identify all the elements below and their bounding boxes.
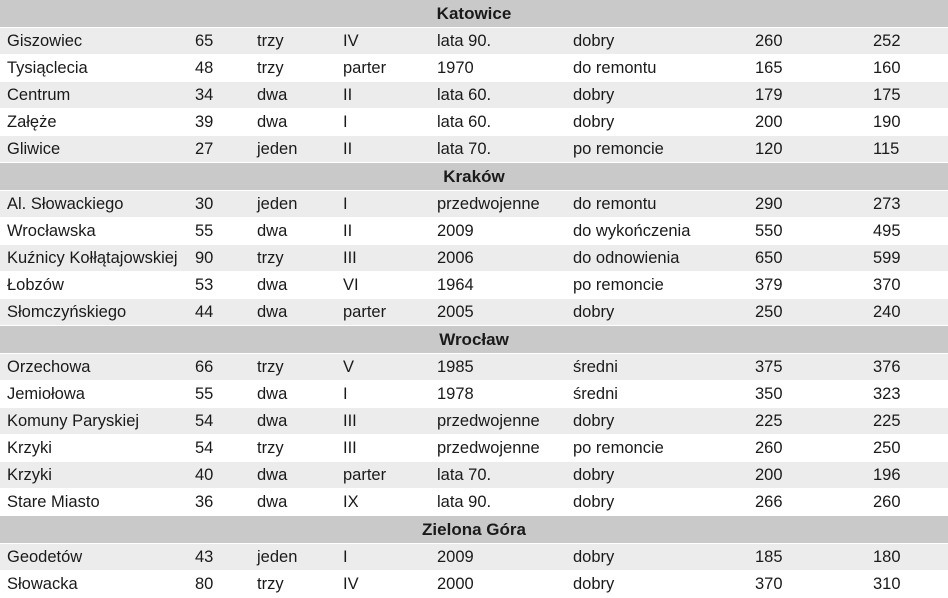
price-cell-2: 175 [873, 86, 901, 104]
price-cell-2: 180 [873, 548, 901, 566]
area-cell: 39 [195, 113, 214, 131]
price-cell: 225 [755, 412, 783, 430]
table-row [0, 245, 948, 272]
condition-cell: dobry [573, 113, 615, 131]
location-cell: Centrum [7, 86, 71, 104]
year-cell: lata 90. [437, 32, 492, 50]
price-cell: 120 [755, 140, 783, 158]
year-cell: lata 60. [437, 113, 492, 131]
year-cell: 1964 [437, 276, 474, 294]
floor-cell: parter [343, 59, 387, 77]
price-cell-2: 599 [873, 249, 901, 267]
price-cell: 370 [755, 575, 783, 593]
condition-cell: dobry [573, 412, 615, 430]
price-cell-2: 115 [873, 140, 900, 158]
section-header-city: Katowice [0, 0, 948, 28]
price-cell: 290 [755, 195, 783, 213]
condition-cell: do wykończenia [573, 222, 691, 240]
condition-cell: do remontu [573, 59, 657, 77]
table-row [0, 109, 948, 136]
area-cell: 53 [195, 276, 214, 294]
table-row [0, 55, 948, 82]
year-cell: 1985 [437, 358, 474, 376]
year-cell: 2009 [437, 548, 474, 566]
floor-cell: IV [343, 575, 359, 593]
location-cell: Jemiołowa [7, 385, 85, 403]
rooms-cell: dwa [257, 86, 288, 104]
price-cell-2: 240 [873, 303, 901, 321]
floor-cell: I [343, 548, 348, 566]
floor-cell: IV [343, 32, 359, 50]
area-cell: 66 [195, 358, 214, 376]
table-row [0, 489, 948, 516]
price-cell: 185 [755, 548, 783, 566]
price-cell-2: 273 [873, 195, 901, 213]
price-cell-2: 370 [873, 276, 901, 294]
price-cell-2: 250 [873, 439, 901, 457]
condition-cell: dobry [573, 32, 615, 50]
table-row [0, 272, 948, 299]
price-cell: 250 [755, 303, 783, 321]
location-cell: Tysiąclecia [7, 59, 88, 77]
floor-cell: parter [343, 303, 387, 321]
condition-cell: dobry [573, 493, 615, 511]
floor-cell: VI [343, 276, 359, 294]
table-row [0, 136, 948, 163]
table-row [0, 435, 948, 462]
floor-cell: I [343, 113, 348, 131]
table-row [0, 28, 948, 55]
year-cell: przedwojenne [437, 195, 540, 213]
price-cell: 350 [755, 385, 783, 403]
year-cell: 2000 [437, 575, 474, 593]
table-row [0, 82, 948, 109]
year-cell: 2009 [437, 222, 474, 240]
floor-cell: parter [343, 466, 387, 484]
area-cell: 40 [195, 466, 214, 484]
rooms-cell: trzy [257, 575, 284, 593]
rooms-cell: dwa [257, 493, 288, 511]
section-header-city: Kraków [0, 163, 948, 191]
table-row [0, 571, 948, 598]
floor-cell: IX [343, 493, 359, 511]
table-row [0, 544, 948, 571]
year-cell: lata 70. [437, 140, 492, 158]
floor-cell: II [343, 222, 353, 240]
condition-cell: dobry [573, 303, 615, 321]
section-header-city: Zielona Góra [0, 516, 948, 544]
area-cell: 80 [195, 575, 214, 593]
area-cell: 44 [195, 303, 214, 321]
price-cell: 200 [755, 113, 783, 131]
rooms-cell: jeden [257, 140, 298, 158]
rooms-cell: dwa [257, 466, 288, 484]
year-cell: przedwojenne [437, 439, 540, 457]
condition-cell: dobry [573, 575, 615, 593]
location-cell: Giszowiec [7, 32, 83, 50]
rooms-cell: dwa [257, 385, 288, 403]
location-cell: Komuny Paryskiej [7, 412, 140, 430]
price-cell: 179 [755, 86, 783, 104]
price-cell-2: 252 [873, 32, 901, 50]
condition-cell: po remoncie [573, 439, 664, 457]
location-cell: Krzyki [7, 466, 52, 484]
rooms-cell: dwa [257, 412, 288, 430]
area-cell: 30 [195, 195, 214, 213]
rooms-cell: trzy [257, 249, 284, 267]
price-cell: 375 [755, 358, 783, 376]
condition-cell: po remoncie [573, 276, 664, 294]
condition-cell: dobry [573, 466, 615, 484]
location-cell: Gliwice [7, 140, 61, 158]
area-cell: 90 [195, 249, 214, 267]
location-cell: Słomczyńskiego [7, 303, 127, 321]
price-cell: 200 [755, 466, 783, 484]
price-cell: 650 [755, 249, 783, 267]
price-cell-2: 196 [873, 466, 901, 484]
price-cell-2: 260 [873, 493, 901, 511]
year-cell: lata 90. [437, 493, 492, 511]
price-cell-2: 323 [873, 385, 901, 403]
rooms-cell: dwa [257, 222, 288, 240]
location-cell: Załęże [7, 113, 57, 131]
year-cell: lata 60. [437, 86, 492, 104]
price-cell: 550 [755, 222, 783, 240]
table-row [0, 408, 948, 435]
price-cell-2: 225 [873, 412, 901, 430]
price-cell: 260 [755, 439, 783, 457]
floor-cell: V [343, 358, 355, 376]
area-cell: 65 [195, 32, 214, 50]
floor-cell: II [343, 140, 353, 158]
table-row [0, 299, 948, 326]
price-cell-2: 495 [873, 222, 901, 240]
year-cell: lata 70. [437, 466, 492, 484]
area-cell: 55 [195, 385, 214, 403]
floor-cell: I [343, 195, 348, 213]
table-row [0, 218, 948, 245]
area-cell: 54 [195, 439, 214, 457]
area-cell: 48 [195, 59, 214, 77]
floor-cell: III [343, 439, 357, 457]
rooms-cell: dwa [257, 276, 288, 294]
price-cell-2: 160 [873, 59, 901, 77]
table-row [0, 191, 948, 218]
location-cell: Stare Miasto [7, 493, 100, 511]
rooms-cell: dwa [257, 303, 288, 321]
table-row [0, 462, 948, 489]
floor-cell: III [343, 249, 357, 267]
year-cell: 2005 [437, 303, 474, 321]
year-cell: 2006 [437, 249, 474, 267]
area-cell: 36 [195, 493, 214, 511]
rooms-cell: trzy [257, 439, 284, 457]
year-cell: 1978 [437, 385, 474, 403]
area-cell: 54 [195, 412, 214, 430]
area-cell: 55 [195, 222, 214, 240]
rooms-cell: jeden [257, 548, 298, 566]
rooms-cell: dwa [257, 113, 288, 131]
location-cell: Al. Słowackiego [7, 195, 124, 213]
condition-cell: średni [573, 385, 618, 403]
condition-cell: do remontu [573, 195, 657, 213]
rooms-cell: trzy [257, 59, 284, 77]
location-cell: Orzechowa [7, 358, 91, 376]
area-cell: 27 [195, 140, 214, 158]
rooms-cell: trzy [257, 358, 284, 376]
area-cell: 43 [195, 548, 214, 566]
condition-cell: do odnowienia [573, 249, 680, 267]
price-cell-2: 310 [873, 575, 901, 593]
year-cell: przedwojenne [437, 412, 540, 430]
section-header-city: Wrocław [0, 326, 948, 354]
location-cell: Kuźnicy Kołłątajowskiej [7, 249, 178, 267]
floor-cell: III [343, 412, 357, 430]
condition-cell: dobry [573, 86, 615, 104]
location-cell: Geodetów [7, 548, 83, 566]
year-cell: 1970 [437, 59, 474, 77]
price-cell: 260 [755, 32, 783, 50]
location-cell: Wrocławska [7, 222, 96, 240]
floor-cell: I [343, 385, 348, 403]
condition-cell: po remoncie [573, 140, 664, 158]
price-cell-2: 190 [873, 113, 901, 131]
price-cell: 266 [755, 493, 783, 511]
location-cell: Słowacka [7, 575, 78, 593]
price-cell: 165 [755, 59, 783, 77]
condition-cell: dobry [573, 548, 615, 566]
rooms-cell: jeden [257, 195, 298, 213]
floor-cell: II [343, 86, 353, 104]
price-cell-2: 376 [873, 358, 901, 376]
area-cell: 34 [195, 86, 214, 104]
location-cell: Łobzów [7, 276, 64, 294]
table-row [0, 381, 948, 408]
table-row [0, 354, 948, 381]
location-cell: Krzyki [7, 439, 52, 457]
condition-cell: średni [573, 358, 618, 376]
price-cell: 379 [755, 276, 783, 294]
rooms-cell: trzy [257, 32, 284, 50]
